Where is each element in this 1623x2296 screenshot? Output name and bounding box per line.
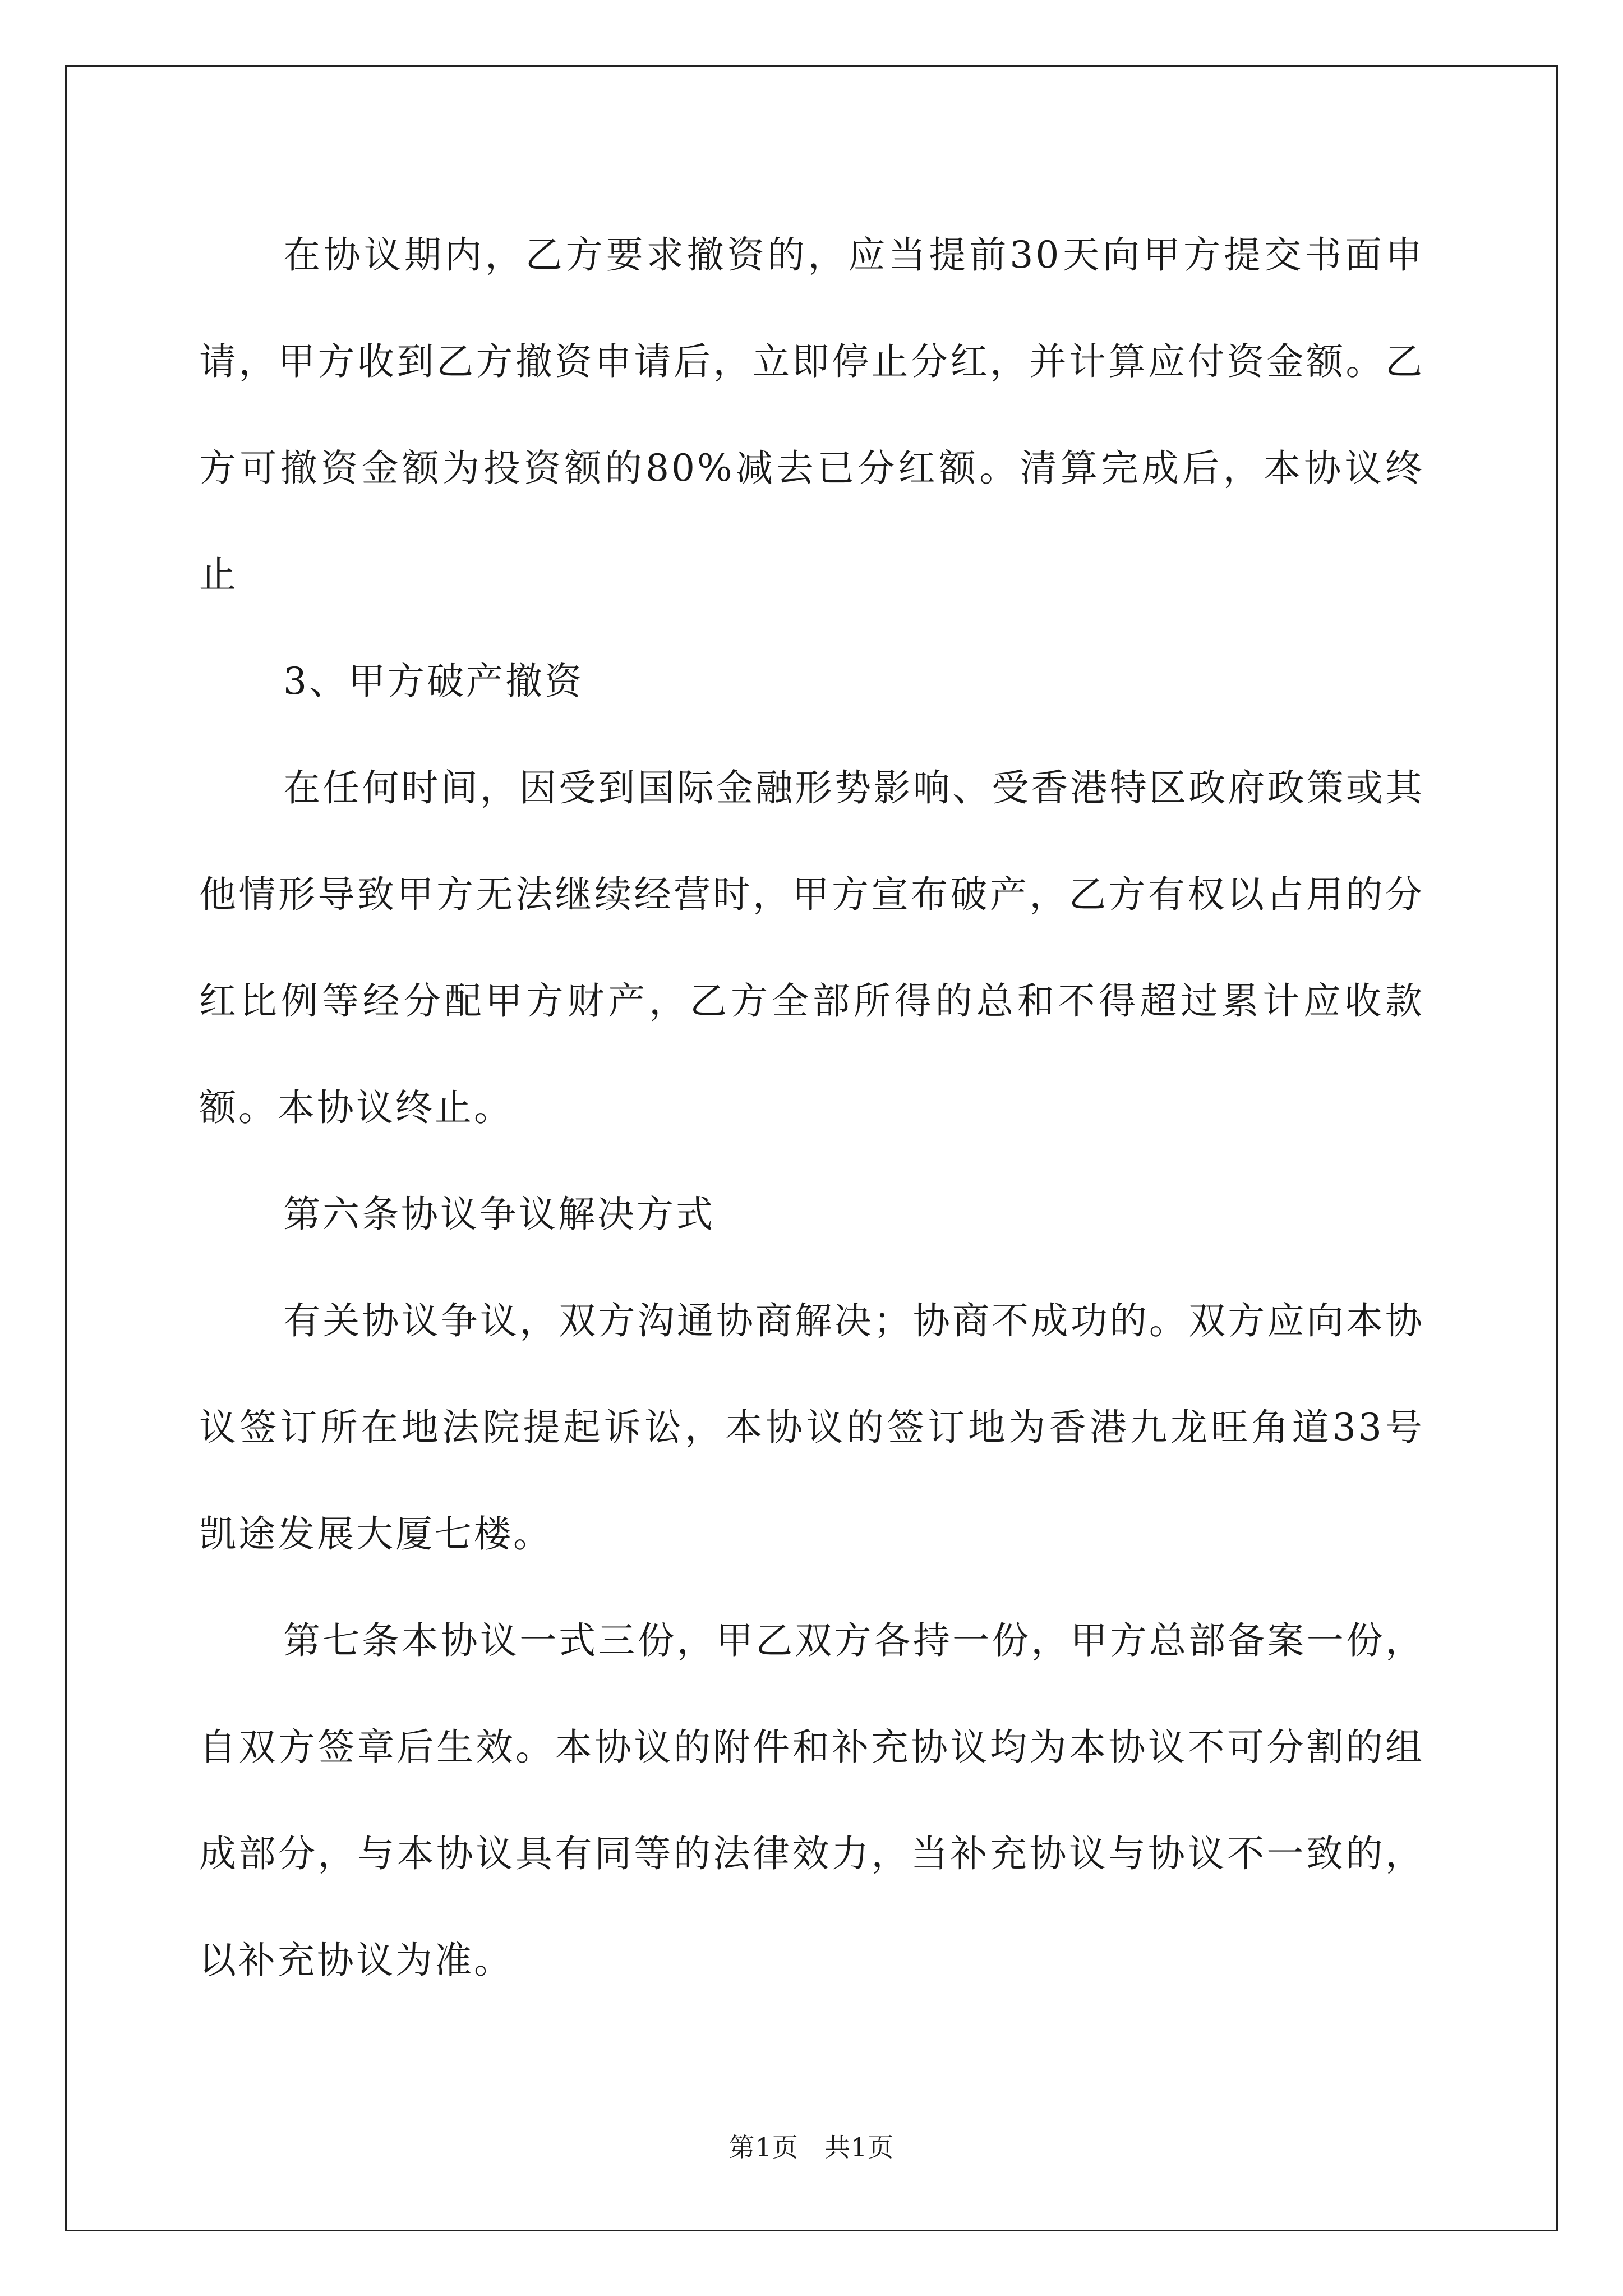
page-number: 第1页 <box>728 2132 799 2162</box>
paragraph-article-six-heading: 第六条协议争议解决方式 <box>283 1193 715 1236</box>
paragraph-dispute-resolution: 有关协议争议，双方沟通协商解决；协商不成功的。双方应向本协议签订所在地法院提起诉讼，本协议的签订地为香港九龙旺角道33号凯途发展大厦七楼。 <box>199 1299 1424 1556</box>
paragraph-bankruptcy-heading: 3、甲方破产撤资 <box>283 660 584 703</box>
page-total: 共1页 <box>824 2132 895 2162</box>
page-footer <box>0 2131 1623 2164</box>
paragraph-withdrawal-terms: 在协议期内，乙方要求撤资的，应当提前30天向甲方提交书面申请，甲方收到乙方撤资申请后，立即停止分红，并计算应付资金额。乙方可撤资金额为投资额的80%减去已分红额。清算完成后，本协议终止 <box>199 233 1424 596</box>
paragraph-bankruptcy-terms: 在任何时间，因受到国际金融形势影响、受香港特区政府政策或其他情形导致甲方无法继续经营时，甲方宣布破产，乙方有权以占用的分红比例等经分配甲方财产，乙方全部所得的总和不得超过累计应收款额。本协议终止。 <box>199 766 1424 1129</box>
document-body <box>199 202 1424 2014</box>
paragraph-article-seven: 第七条本协议一式三份，甲乙双方各持一份，甲方总部备案一份，自双方签章后生效。本协议的附件和补充协议均为本协议不可分割的组成部分，与本协议具有同等的法律效力，当补充协议与协议不一致的，以补充协议为准。 <box>199 1619 1424 1982</box>
